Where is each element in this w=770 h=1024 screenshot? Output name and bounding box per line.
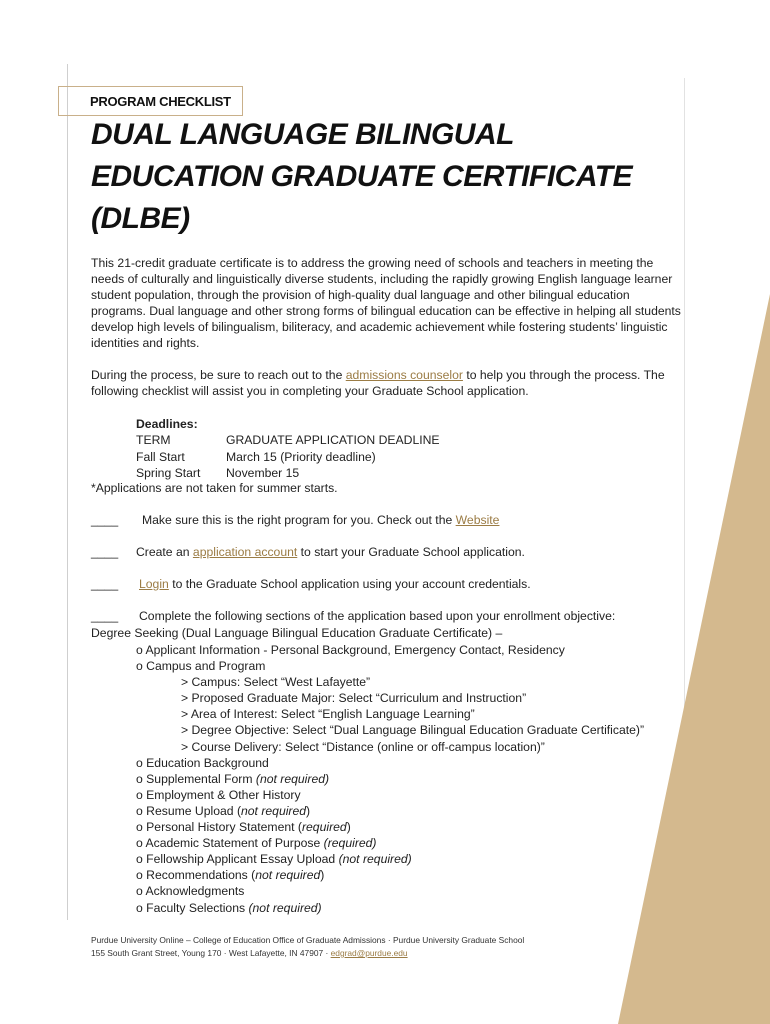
program-checklist-label: PROGRAM CHECKLIST: [58, 86, 243, 116]
list-item: o Employment & Other History: [136, 787, 301, 802]
title-line: (DLBE): [91, 202, 190, 235]
list-item: o Education Background: [136, 755, 269, 770]
summer-note: *Applications are not taken for summer starts.: [91, 481, 338, 495]
left-rule: [67, 64, 68, 920]
deadline-row-fall: Fall Start March 15 (Priority deadline): [136, 449, 376, 464]
admissions-counselor-link[interactable]: admissions counselor: [345, 368, 463, 382]
footer: [91, 934, 524, 960]
sub-list-item: > Area of Interest: Select “English Language Learning”: [181, 707, 475, 722]
list-item: o Academic Statement of Purpose (required): [136, 836, 377, 851]
login-link[interactable]: Login: [139, 577, 169, 591]
title-line: DUAL LANGUAGE BILINGUAL: [91, 118, 514, 151]
footer-line-2: 155 South Grant Street, Young 170 · West Lafayette, IN 47907 · edgrad@purdue.edu: [91, 948, 408, 958]
application-sections-list: [136, 642, 644, 916]
sub-list-item: > Course Delivery: Select “Distance (online or off-campus location)”: [181, 739, 545, 754]
page-title: [91, 114, 681, 240]
intro-paragraph: This 21-credit graduate certificate is to address the growing need of schools and teachers in meeting the needs of culturally and linguistically diverse students, including the rapidly growing English language learner student population, through the provision of high-quality dual language and other bilingual education programs. Dual language and other strong forms of bilingual education can be effective in helping all students develop high levels of bilingualism, biliteracy, and academic achievement while fostering students’ linguistic identities and rights.: [91, 256, 681, 351]
list-item: o Fellowship Applicant Essay Upload (not required): [136, 852, 412, 867]
email-link[interactable]: edgrad@purdue.edu: [330, 948, 408, 958]
deadlines-heading: Deadlines:: [136, 417, 198, 431]
list-item: o Recommendations (not required): [136, 868, 325, 883]
sub-list-item: > Campus: Select “West Lafayette”: [181, 675, 371, 690]
list-item: o Faculty Selections (not required): [136, 900, 322, 915]
checklist-item-account: ____ Create an application account to start your Graduate School application.: [91, 545, 525, 559]
list-item: o Campus and Program: [136, 659, 266, 674]
list-item: o Acknowledgments: [136, 884, 245, 899]
list-item: o Supplemental Form (not required): [136, 771, 330, 786]
degree-seeking-line: Degree Seeking (Dual Language Bilingual Education Graduate Certificate) –: [91, 626, 503, 640]
process-paragraph: During the process, be sure to reach out to the admissions counselor to help you through the process. The following checklist will assist you in completing your Graduate School application.: [91, 368, 665, 399]
deadlines-header-row: TERM GRADUATE APPLICATION DEADLINE: [136, 433, 440, 448]
checklist-item-sections: ____ Complete the following sections of the application based upon your enrollment objective:: [91, 609, 616, 623]
application-account-link[interactable]: application account: [192, 545, 298, 559]
checklist-item-login: ____ Login to the Graduate School application using your account credentials.: [91, 577, 531, 591]
sub-list-item: > Degree Objective: Select “Dual Language Bilingual Education Graduate Certificate)”: [181, 723, 645, 738]
website-link[interactable]: Website: [455, 513, 500, 527]
sub-list-item: > Proposed Graduate Major: Select “Curriculum and Instruction”: [181, 691, 527, 706]
title-line: EDUCATION GRADUATE CERTIFICATE: [91, 160, 633, 193]
deadlines-table: [136, 416, 440, 482]
list-item: o Resume Upload (not required): [136, 803, 311, 818]
deadline-row-spring: Spring Start November 15: [136, 466, 300, 481]
checklist-item-website: ____ Make sure this is the right program for you. Check out the Website: [91, 513, 500, 527]
list-item: o Applicant Information - Personal Background, Emergency Contact, Residency: [136, 643, 565, 657]
list-item: o Personal History Statement (required): [136, 820, 351, 835]
footer-line-1: Purdue University Online – College of Education Office of Graduate Admissions · Purdue University Graduate School: [91, 935, 525, 945]
